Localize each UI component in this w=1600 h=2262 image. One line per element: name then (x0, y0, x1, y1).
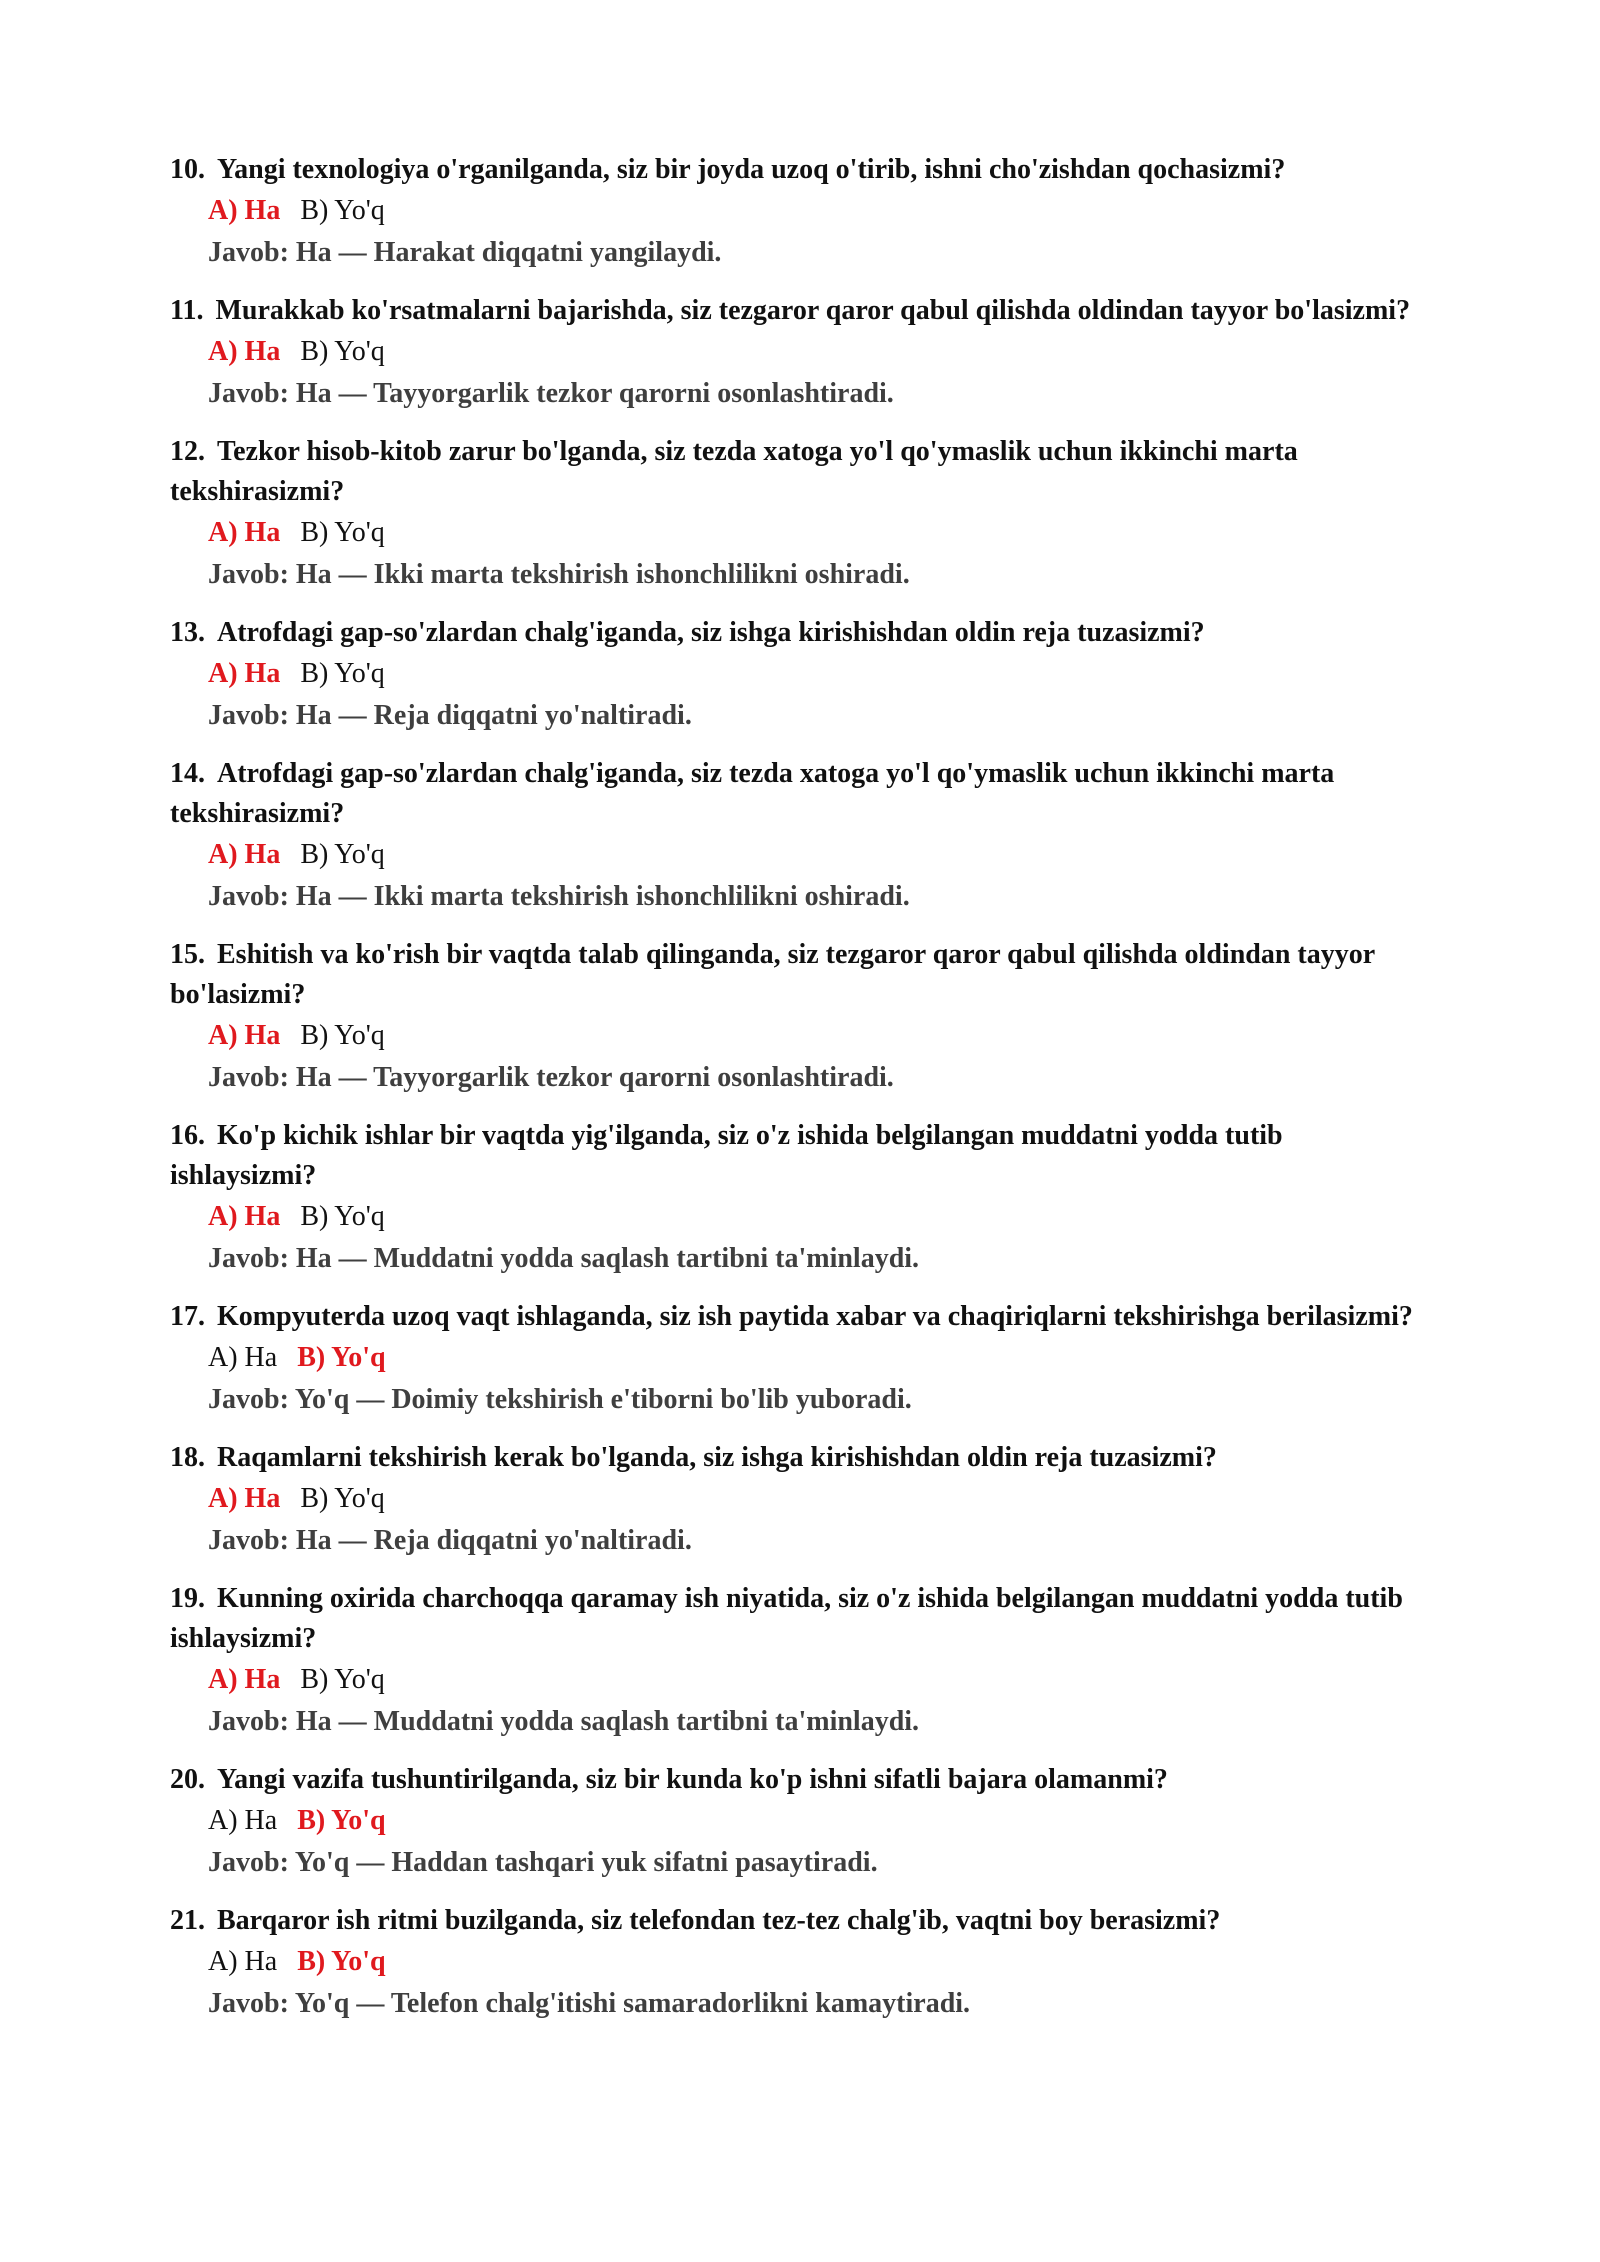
question-list (170, 150, 1430, 2042)
question-body: Kunning oxirida charchoqqa qaramay ish niyatida, siz o'z ishida belgilangan muddatni yodda tutib ishlaysizmi? (170, 1583, 1403, 1654)
question-number: 17. (170, 1301, 205, 1332)
option-a: A) Ha (208, 336, 281, 367)
question-body: Atrofdagi gap-so'zlardan chalg'iganda, siz tezda xatoga yo'l qo'ymaslik uchun ikkinchi marta tekshirasizmi? (170, 758, 1335, 829)
options (170, 190, 1430, 232)
option-b: B) Yo'q (300, 517, 385, 548)
question-body: Yangi vazifa tushuntirilganda, siz bir kunda ko'p ishni sifatli bajara olamanmi? (217, 1764, 1168, 1795)
question-text (170, 432, 1430, 512)
options (170, 512, 1430, 554)
option-a: A) Ha (208, 517, 281, 548)
answer-line: Javob: Ha — Reja diqqatni yo'naltiradi. (208, 1525, 692, 1556)
question-item (170, 291, 1430, 415)
options (170, 1015, 1430, 1057)
question-text (170, 935, 1430, 1015)
option-a: A) Ha (208, 195, 281, 226)
question-item (170, 1579, 1430, 1743)
options (170, 331, 1430, 373)
option-b: B) Yo'q (300, 1201, 385, 1232)
option-b: B) Yo'q (297, 1946, 386, 1977)
options (170, 1478, 1430, 1520)
answer-line: Javob: Ha — Harakat diqqatni yangilaydi. (208, 237, 722, 268)
question-number: 16. (170, 1120, 205, 1151)
option-b: B) Yo'q (300, 1483, 385, 1514)
answer-line: Javob: Ha — Muddatni yodda saqlash tartibni ta'minlaydi. (208, 1243, 920, 1274)
option-a: A) Ha (208, 1201, 281, 1232)
question-item (170, 1438, 1430, 1562)
question-body: Atrofdagi gap-so'zlardan chalg'iganda, siz ishga kirishishdan oldin reja tuzasizmi? (217, 617, 1205, 648)
options (170, 1337, 1430, 1379)
answer-line: Javob: Ha — Tayyorgarlik tezkor qarorni osonlashtiradi. (208, 378, 894, 409)
answer-line: Javob: Ha — Reja diqqatni yo'naltiradi. (208, 700, 692, 731)
question-number: 20. (170, 1764, 205, 1795)
question-text (170, 1438, 1430, 1478)
options (170, 1196, 1430, 1238)
option-a: A) Ha (208, 1342, 278, 1373)
question-text (170, 291, 1430, 331)
question-number: 19. (170, 1583, 205, 1614)
question-number: 14. (170, 758, 205, 789)
question-number: 21. (170, 1905, 205, 1936)
answer-line: Javob: Yo'q — Telefon chalg'itishi samaradorlikni kamaytiradi. (208, 1988, 971, 2019)
option-a: A) Ha (208, 1946, 278, 1977)
question-number: 13. (170, 617, 205, 648)
options (170, 653, 1430, 695)
option-a: A) Ha (208, 1805, 278, 1836)
question-number: 12. (170, 436, 205, 467)
option-b: B) Yo'q (297, 1342, 386, 1373)
question-body: Yangi texnologiya o'rganilganda, siz bir joyda uzoq o'tirib, ishni cho'zishdan qochasizmi? (217, 154, 1286, 185)
question-text (170, 1579, 1430, 1659)
answer-line: Javob: Ha — Ikki marta tekshirish ishonchlilikni oshiradi. (208, 881, 910, 912)
question-body: Raqamlarni tekshirish kerak bo'lganda, siz ishga kirishishdan oldin reja tuzasizmi? (217, 1442, 1217, 1473)
question-body: Kompyuterda uzoq vaqt ishlaganda, siz ish paytida xabar va chaqiriqlarni tekshirishga berilasizmi? (217, 1301, 1413, 1332)
question-item (170, 1901, 1430, 2025)
answer-line: Javob: Ha — Ikki marta tekshirish ishonchlilikni oshiradi. (208, 559, 910, 590)
option-b: B) Yo'q (297, 1805, 386, 1836)
question-number: 10. (170, 154, 205, 185)
question-text (170, 1297, 1430, 1337)
option-a: A) Ha (208, 1664, 281, 1695)
question-item (170, 1297, 1430, 1421)
option-b: B) Yo'q (300, 1664, 385, 1695)
option-b: B) Yo'q (300, 336, 385, 367)
option-a: A) Ha (208, 1483, 281, 1514)
options (170, 1941, 1430, 1983)
answer-line: Javob: Ha — Muddatni yodda saqlash tartibni ta'minlaydi. (208, 1706, 920, 1737)
question-text (170, 150, 1430, 190)
question-text (170, 613, 1430, 653)
options (170, 1800, 1430, 1842)
options (170, 834, 1430, 876)
question-body: Barqaror ish ritmi buzilganda, siz telefondan tez-tez chalg'ib, vaqtni boy berasizmi? (217, 1905, 1221, 1936)
options (170, 1659, 1430, 1701)
question-item (170, 150, 1430, 274)
option-a: A) Ha (208, 1020, 281, 1051)
question-body: Eshitish va ko'rish bir vaqtda talab qilinganda, siz tezgaror qaror qabul qilishda oldindan tayyor bo'lasizmi? (170, 939, 1375, 1010)
answer-line: Javob: Yo'q — Doimiy tekshirish e'tiborni bo'lib yuboradi. (208, 1384, 912, 1415)
option-b: B) Yo'q (300, 1020, 385, 1051)
question-item (170, 1760, 1430, 1884)
question-body: Ko'p kichik ishlar bir vaqtda yig'ilganda, siz o'z ishida belgilangan muddatni yodda tutib ishlaysizmi? (170, 1120, 1283, 1191)
question-item (170, 1116, 1430, 1280)
option-a: A) Ha (208, 658, 281, 689)
question-body: Murakkab ko'rsatmalarni bajarishda, siz tezgaror qaror qabul qilishda oldindan tayyor bo'lasizmi? (215, 295, 1411, 326)
question-item (170, 935, 1430, 1099)
question-number: 15. (170, 939, 205, 970)
option-a: A) Ha (208, 839, 281, 870)
question-text (170, 1901, 1430, 1941)
question-text (170, 1760, 1430, 1800)
option-b: B) Yo'q (300, 658, 385, 689)
option-b: B) Yo'q (300, 839, 385, 870)
question-number: 11. (170, 295, 204, 326)
answer-line: Javob: Ha — Tayyorgarlik tezkor qarorni osonlashtiradi. (208, 1062, 894, 1093)
question-text (170, 754, 1430, 834)
question-number: 18. (170, 1442, 205, 1473)
question-item (170, 613, 1430, 737)
option-b: B) Yo'q (300, 195, 385, 226)
question-item (170, 754, 1430, 918)
answer-line: Javob: Yo'q — Haddan tashqari yuk sifatni pasaytiradi. (208, 1847, 878, 1878)
question-text (170, 1116, 1430, 1196)
question-item (170, 432, 1430, 596)
question-body: Tezkor hisob-kitob zarur bo'lganda, siz tezda xatoga yo'l qo'ymaslik uchun ikkinchi marta tekshirasizmi? (170, 436, 1298, 507)
